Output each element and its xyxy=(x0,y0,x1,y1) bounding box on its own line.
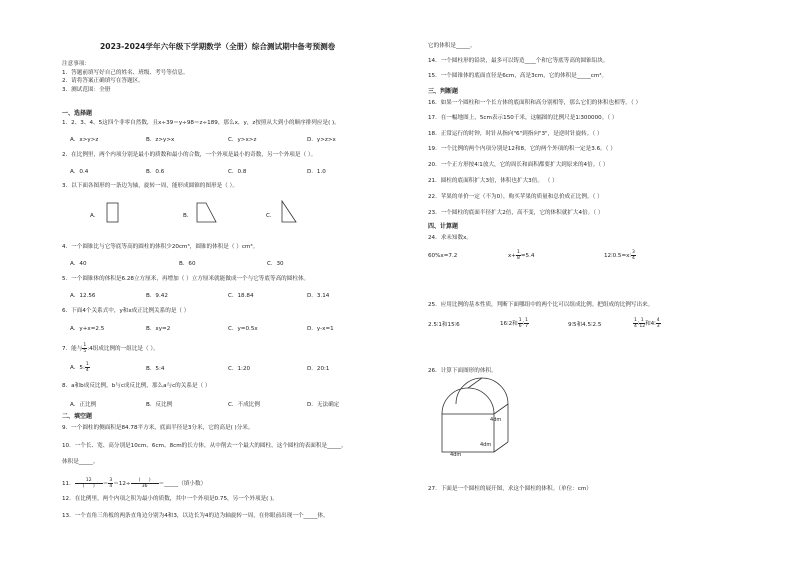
option[interactable]: A．y+x=2.5 xyxy=(70,326,105,332)
triangle-shape-icon xyxy=(280,200,298,224)
question-25: 25．应用比例的基本性质，判断下面哪组中的两个比可以组成比例。把组成的比例写出来。 xyxy=(428,302,654,308)
note-item: 3．测试范围：全册 xyxy=(62,87,111,93)
option[interactable]: C．y>x>z xyxy=(228,137,257,143)
fraction: $\frac{1}{6}$ xyxy=(518,318,522,329)
question-15: 15．一个圆锥体的底面直径是6cm，高是3cm，它的体积是_____cm³。 xyxy=(428,73,608,79)
fraction: $\frac{4}{3}$ xyxy=(656,318,660,329)
option[interactable]: C．不成比例 xyxy=(228,402,260,408)
option[interactable]: D．1.0 xyxy=(307,169,326,175)
question-16: 16．如果一个圆柱和一个长方体的底面积和高分别相等，那么它们的体积也相等。（ ） xyxy=(428,100,642,106)
question-18: 18．正常运行的时钟，时针从指向"6"到指向"3"，是逆时针旋转。（ ） xyxy=(428,131,603,137)
section-choice: 一、选择题 xyxy=(62,110,93,117)
question-10: 10．一个长、宽、高分别是10cm、6cm、8cm的长方体，从中削去一个最大的圆柱，这个圆柱的表面积是_____， xyxy=(62,443,347,449)
question-1: 1．2、3、4、5这四个非零自然数，且x÷39＝y÷98＝z÷189，那么x，y，z按照从大到小的顺序排列应是( )。 xyxy=(62,120,340,126)
dimension-label: 4dm xyxy=(450,452,462,458)
question-6: 6．下面4个关系式中，y和x成正比例关系的是（ ） xyxy=(62,308,190,314)
ratio-pair-d: $\frac{1}{4}$ ∶ $\frac{1}{12}$ 和4∶ $\frac{4}{3}$ xyxy=(634,318,660,329)
fraction: $\frac{1}{12}$ xyxy=(639,318,646,329)
page-title: 2023-2024学年六年级下学期数学（全册）综合测试期中备考预测卷 xyxy=(100,42,336,51)
equation-b: x+ $\frac{1}{8}$ =5.4 xyxy=(508,250,535,261)
question-10-cont: 体积是_____。 xyxy=(62,459,99,465)
question-12: 12．在比例里，两个内项之积为最小的质数，其中一个外项是0.75，另一个外项是( )。 xyxy=(62,496,278,502)
question-21: 21．圆柱的底面积扩大3倍，体积也扩大3倍。 （ ） xyxy=(428,178,558,184)
fraction: $\frac{1}{8}$ xyxy=(517,250,520,261)
question-8: 8．a和b成反比例，b与c成反比例，那么a与c的关系是（ ） xyxy=(62,383,211,389)
option[interactable]: A．12.56 xyxy=(70,293,96,299)
option[interactable]: C．18.84 xyxy=(228,293,254,299)
question-17: 17．在一幅地图上，5cm表示150千米，这幅图的比例尺是1∶300000。（ ） xyxy=(428,115,618,121)
section-fill: 二、填空题 xyxy=(62,413,93,420)
option[interactable]: D．20:1 xyxy=(307,366,330,372)
option[interactable]: B．5:4 xyxy=(146,366,165,372)
question-27: 27．下面是一个圆柱的展开图，求这个圆柱的体积。（单位：cm） xyxy=(428,486,592,492)
section-judge: 三、判断题 xyxy=(428,88,459,95)
option[interactable]: C．1:20 xyxy=(228,366,251,372)
option[interactable]: A．正比例 xyxy=(70,402,97,408)
question-4: 4．一个圆锥比与它等底等高的圆柱的体积少20cm³，圆锥的体积是（ ）cm³。 xyxy=(62,244,259,250)
note-item: 2．请将答案正确填写在答题区。 xyxy=(62,78,144,84)
question-14: 14．一个圆柱形的铅块，最多可以铸造____个和它等底等高的圆锥铅块。 xyxy=(428,58,609,64)
option[interactable]: A．40 xyxy=(70,261,87,267)
ratio-pair-a: 2.5∶1和15∶6 xyxy=(428,322,460,328)
trapezoid-shape-icon xyxy=(196,202,218,224)
option[interactable]: B． xyxy=(183,213,193,219)
question-23: 23．一个圆柱的底面半径扩大2倍，高不变，它的体积就扩大4倍。（ ） xyxy=(428,210,604,216)
fraction: $\frac{1}{4}$ xyxy=(634,318,637,329)
option[interactable]: B．xy=2 xyxy=(146,326,171,332)
option[interactable]: C．0.8 xyxy=(228,169,247,175)
option[interactable]: B．反比例 xyxy=(146,402,173,408)
option[interactable]: A．5: $\frac{1}{4}$ xyxy=(70,362,89,373)
note-item: 1．答题前填写好自己的姓名、班级、考号等信息。 xyxy=(62,70,189,76)
rectangle-shape-icon xyxy=(106,202,120,224)
option[interactable]: D．y>z>x xyxy=(307,137,336,143)
option[interactable]: B．0.6 xyxy=(146,169,165,175)
ratio-pair-c: 9∶5和4.5∶2.5 xyxy=(568,322,602,328)
option[interactable]: C．30 xyxy=(267,261,284,267)
question-26: 26．计算下面图形的体积。 xyxy=(428,368,497,374)
option[interactable]: D．无法确定 xyxy=(307,402,340,408)
question-19: 19．一个比例的两个内项分别是12和8，它的两个外项的积一定是3.6。（ ） xyxy=(428,146,616,152)
option[interactable]: C．y=0.5x xyxy=(228,326,258,332)
option[interactable]: A． xyxy=(90,213,100,219)
fraction: $\frac{3}{4}$ xyxy=(631,250,635,261)
question-7: 7．能与 $\frac{1}{5}$ :4组成比例的一组比是（ ）。 xyxy=(62,343,159,354)
question-20: 20．一个正方形按4∶1放大，它的周长和面积都要扩大到原来的4倍。（ ） xyxy=(428,162,609,168)
equation-a: 60%x=7.2 xyxy=(428,253,458,259)
ratio-pair-b: 16∶2和 $\frac{1}{6}$ ∶ $\frac{1}{7}$ xyxy=(500,318,528,329)
fraction: $\frac{1}{7}$ xyxy=(525,318,528,329)
question-13-cont: 它的体积是_____。 xyxy=(428,43,476,49)
fraction: $\frac{12}{( )}$ xyxy=(75,478,103,489)
question-13: 13．一个直角三角板的两条直角边分别为4和3，以边长为4的边为轴旋转一周，在你眼前出现一个_____体， xyxy=(62,513,329,519)
option[interactable]: D．y-x=1 xyxy=(307,326,334,332)
question-9: 9．一个圆柱的侧面积是84.78平方米，底面半径是3分米，它的高是( )分米。 xyxy=(62,425,254,431)
option[interactable]: D．3.14 xyxy=(307,293,330,299)
option[interactable]: B．60 xyxy=(179,261,196,267)
option[interactable]: A．x>y>z xyxy=(70,137,99,143)
question-2: 2．在比例里，两个内项分别是最小的质数和最小的合数，一个外项是最小的奇数，另一个外项是（ ）。 xyxy=(62,152,317,158)
equation-c: 12∶0.5=x∶ $\frac{3}{4}$ xyxy=(604,250,635,261)
option[interactable]: A．0.4 xyxy=(70,169,89,175)
question-3: 3．以下面各图形的一条边为轴，旋转一周，能形成圆锥的图形是（ ）。 xyxy=(62,183,238,189)
fraction: $\frac{1}{5}$ xyxy=(83,343,87,354)
fraction: $\frac{1}{4}$ xyxy=(85,362,89,373)
fraction: $\frac{( )}{36}$ xyxy=(131,478,159,489)
option[interactable]: B．9.42 xyxy=(146,293,168,299)
option[interactable]: B．z>y>x xyxy=(146,137,175,143)
dimension-label: 4dm xyxy=(480,442,492,448)
question-22: 22．苹果的单价一定（不为0），购买苹果的质量和总价成正比例。（ ） xyxy=(428,194,603,200)
question-5: 5．一个圆锥体的体积是6.28立方厘米，再增加（ ）立方厘米就能做成一个与它等底等高的圆柱体。 xyxy=(62,276,310,282)
fraction: $\frac{3}{4}$ xyxy=(109,478,113,489)
section-calc: 四、计算题 xyxy=(428,223,459,230)
question-24: 24．求未知数x。 xyxy=(428,235,472,241)
dimension-label: 4dm xyxy=(490,417,502,423)
notes-heading: 注意事项： xyxy=(62,61,90,67)
question-11: 11． $\frac{12}{( )}$ ＝ $\frac{3}{4}$ ＝12÷ $\frac{( )}{36}$ ＝_____（填小数） xyxy=(62,478,207,489)
option[interactable]: C． xyxy=(266,213,276,219)
